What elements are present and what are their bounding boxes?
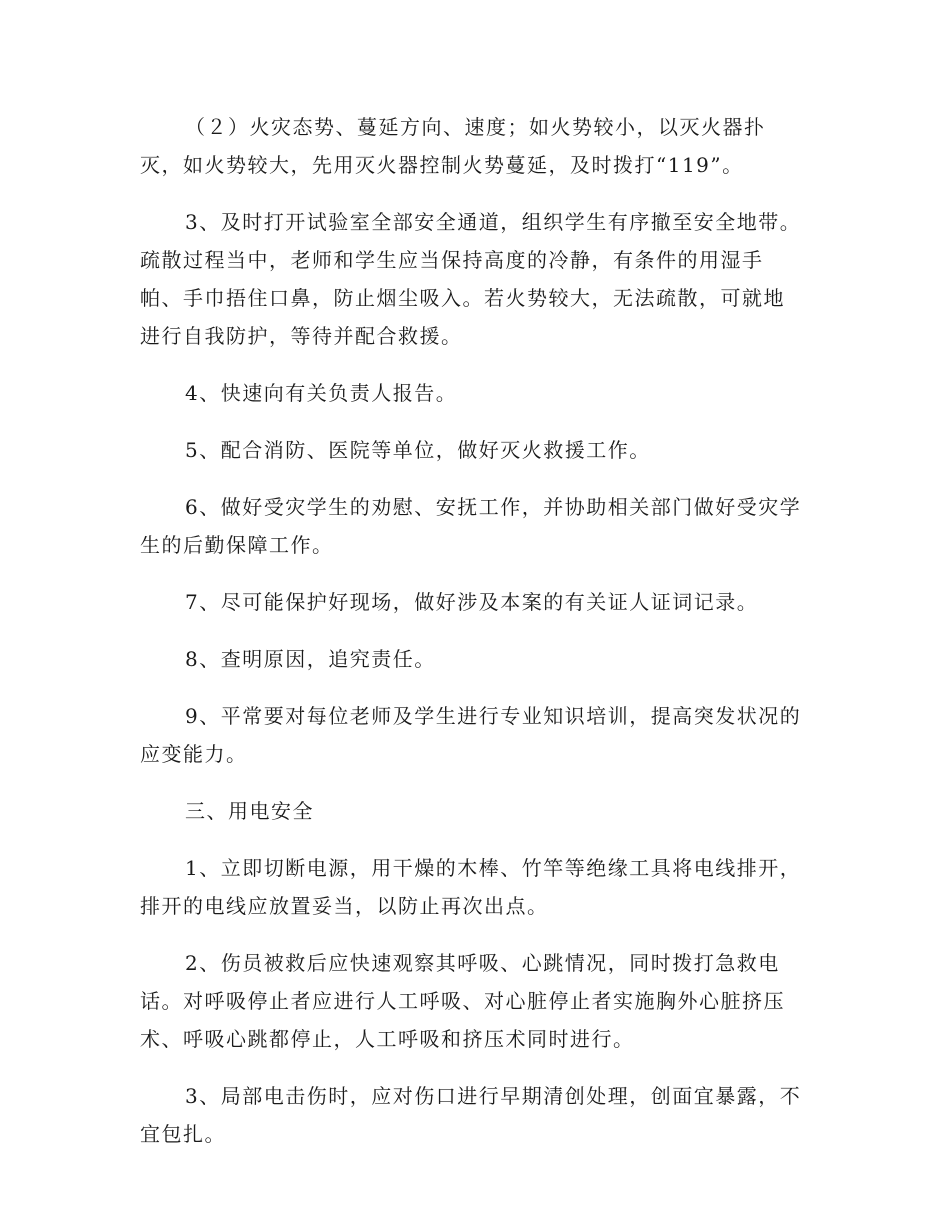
text-line: 7、尽可能保护好现场，做好涉及本案的有关证人证词记录。 bbox=[185, 590, 759, 614]
text-line: 术、呼吸心跳都停止，人工呼吸和挤压术同时进行。 bbox=[140, 1027, 635, 1051]
text-line: 8、查明原因，追究责任。 bbox=[185, 647, 436, 671]
text-line: 宜包扎。 bbox=[140, 1122, 226, 1146]
paragraph-elec-1 bbox=[140, 849, 806, 925]
paragraph-elec-2 bbox=[140, 944, 806, 1058]
text-line: 应变能力。 bbox=[140, 742, 248, 766]
text-line: （２）火灾态势、蔓延方向、速度；如火势较小，以灭火器扑 bbox=[185, 115, 766, 139]
text-line: 5、配合消防、医院等单位，做好灭火救援工作。 bbox=[185, 438, 651, 462]
text-line: 帕、手巾捂住口鼻，防止烟尘吸入。若火势较大，无法疏散，可就地 bbox=[140, 286, 785, 310]
heading-text: 三、用电安全 bbox=[185, 799, 314, 823]
text-line: 3、局部电击伤时，应对伤口进行早期清创处理，创面宜暴露，不 bbox=[185, 1084, 802, 1108]
paragraph-fire-8 bbox=[140, 640, 806, 678]
paragraph-elec-3 bbox=[140, 1077, 806, 1153]
text-line: 6、做好受灾学生的劝慰、安抚工作，并协助相关部门做好受灾学 bbox=[185, 495, 802, 519]
text-line: 疏散过程当中，老师和学生应当保持高度的冷静，有条件的用湿手 bbox=[140, 248, 764, 272]
text-line: 排开的电线应放置妥当，以防止再次出点。 bbox=[140, 894, 549, 918]
paragraph-fire-3 bbox=[140, 203, 806, 355]
document-page bbox=[140, 108, 806, 1172]
section-heading-electrical-safety bbox=[140, 792, 806, 830]
text-line: 9、平常要对每位老师及学生进行专业知识培训，提高突发状况的 bbox=[185, 704, 802, 728]
paragraph-fire-2 bbox=[140, 108, 806, 184]
paragraph-fire-5 bbox=[140, 431, 806, 469]
paragraph-fire-4 bbox=[140, 374, 806, 412]
paragraph-fire-6 bbox=[140, 488, 806, 564]
text-line: 3、及时打开试验室全部安全通道，组织学生有序撤至安全地带。 bbox=[185, 210, 802, 234]
text-line: 话。对呼吸停止者应进行人工呼吸、对心脏停止者实施胸外心脏挤压 bbox=[140, 989, 785, 1013]
paragraph-fire-9 bbox=[140, 697, 806, 773]
text-line: 生的后勤保障工作。 bbox=[140, 533, 334, 557]
text-line: 1、立即切断电源，用干燥的木棒、竹竿等绝缘工具将电线排开， bbox=[185, 856, 802, 880]
text-line: 进行自我防护，等待并配合救援。 bbox=[140, 324, 463, 348]
paragraph-fire-7 bbox=[140, 583, 806, 621]
text-line: 2、伤员被救后应快速观察其呼吸、心跳情况，同时拨打急救电 bbox=[185, 951, 780, 975]
text-line: 灭，如火势较大，先用灭火器控制火势蔓延，及时拨打“119”。 bbox=[140, 153, 744, 177]
text-line: 4、快速向有关负责人报告。 bbox=[185, 381, 458, 405]
